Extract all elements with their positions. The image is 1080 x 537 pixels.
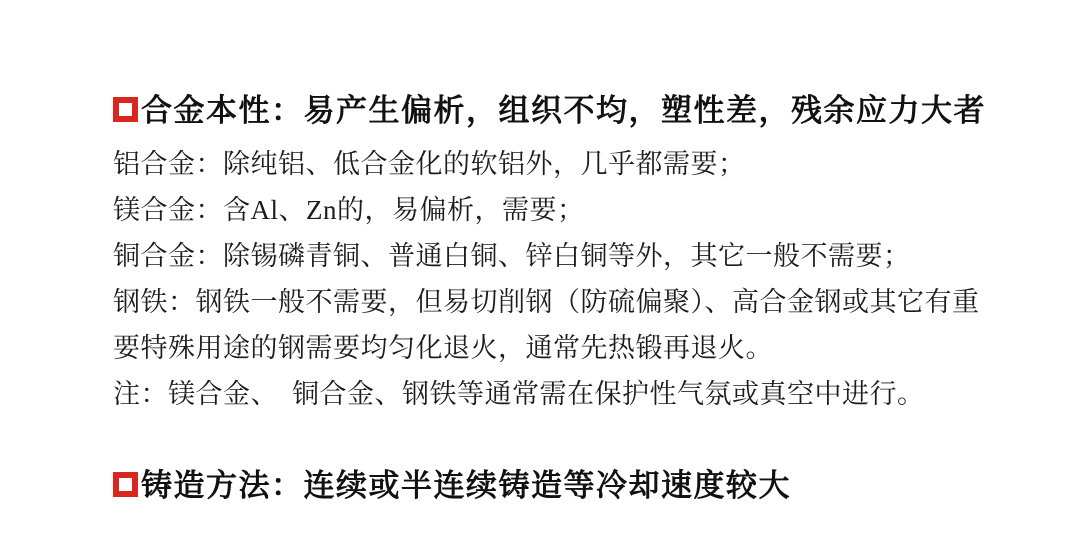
- section-heading-casting-method: [113, 465, 992, 507]
- section-alloy-nature: [113, 90, 992, 417]
- body-line-copper-alloy: 铜合金：除锡磷青铜、普通白铜、锌白铜等外，其它一般不需要；: [113, 240, 911, 271]
- red-square-bullet-icon: [113, 472, 138, 497]
- body-line-steel: 钢铁：钢铁一般不需要，但易切削钢（防硫偏聚）、高合金钢或其它有重要特殊用途的钢需要均匀化退火，通常先热锻再退火。: [113, 286, 980, 363]
- red-square-bullet-icon: [113, 97, 138, 122]
- section-casting-method: [113, 465, 992, 507]
- section-heading-alloy-nature: [113, 90, 992, 132]
- section-heading-text: 合金本性：易产生偏析，组织不均，塑性差，残余应力大者: [141, 93, 986, 128]
- section-heading-text: 铸造方法：连续或半连续铸造等冷却速度较大: [141, 467, 791, 503]
- body-line-note: 注：镁合金、 铜合金、钢铁等通常需在保护性气氛或真空中进行。: [113, 378, 925, 409]
- body-line-magnesium-alloy: 镁合金：含Al、Zn的，易偏析，需要；: [113, 194, 585, 225]
- body-line-aluminum-alloy: 铝合金：除纯铝、低合金化的软铝外，几乎都需要；: [113, 148, 746, 179]
